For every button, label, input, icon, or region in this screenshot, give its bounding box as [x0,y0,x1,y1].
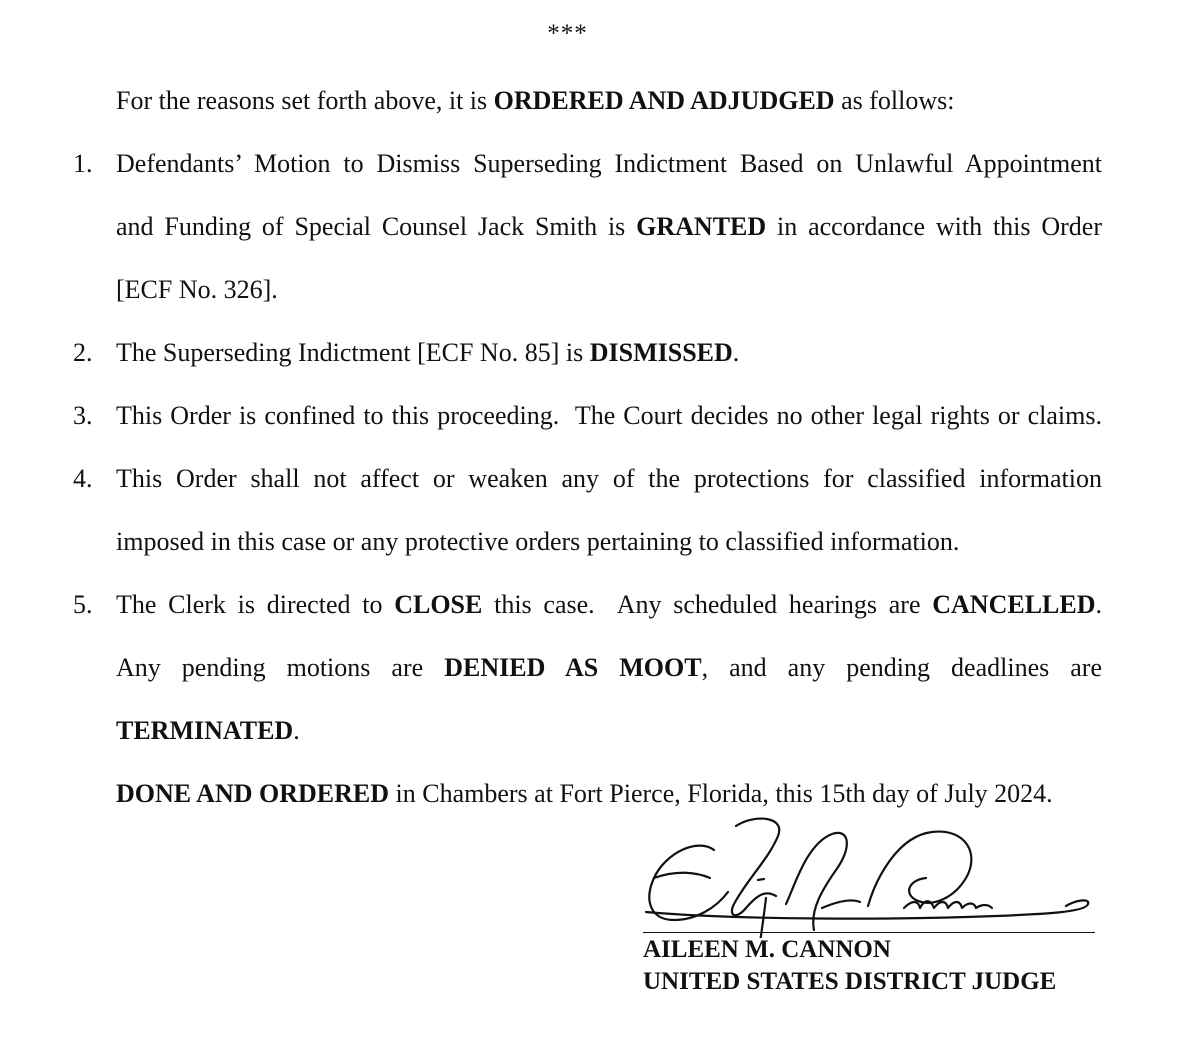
item-1-text: and Funding of Special Counsel Jack Smith is [116,212,637,241]
item-1-text-end: in accordance with this Order [766,212,1102,241]
item-3-number: 3. [73,401,93,430]
item-2-text: The Superseding Indictment [ECF No. 85] is [116,338,590,367]
item-3-line: This Order is confined to this proceeding. The Court decides no other legal rights or claims. [116,401,1102,430]
item-2-text-end: . [732,338,740,367]
item-1-bold: GRANTED [636,212,767,241]
item-5-text-e: . [1095,590,1102,619]
item-5-line-3 [116,716,1102,746]
intro-text-end: as follows: [834,86,955,115]
item-5-bold-denied: DENIED AS MOOT [444,653,702,682]
item-4-line-2: imposed in this case or any protective orders pertaining to classified information. [116,527,960,556]
handwritten-signature-icon [636,808,1106,938]
intro-bold: ORDERED AND ADJUDGED [493,86,835,115]
intro-text: For the reasons set forth above, it is [116,86,494,115]
item-1-line-2 [116,212,1102,242]
done-bold: DONE AND ORDERED [116,779,390,808]
section-separator: *** [547,20,588,47]
item-5-text-end: . [293,716,300,745]
item-4-number: 4. [73,464,93,493]
item-5-bold-close: CLOSE [394,590,483,619]
item-5-line-1 [116,590,1102,620]
judge-title: UNITED STATES DISTRICT JUDGE [643,968,1057,995]
signature-line [643,932,1095,933]
item-5-text-c: this case. Any scheduled hearings are [482,590,933,619]
done-text: in Chambers at Fort Pierce, Florida, this 15th day of July 2024. [389,779,1053,808]
item-1-line-1: Defendants’ Motion to Dismiss Superseding Indictment Based on Unlawful Appointment [116,149,1102,178]
item-5-text-g: , and any pending deadlines are [701,653,1103,682]
item-2-line [116,338,1102,368]
item-5-text-f: Any pending motions are [116,653,445,682]
item-2-bold: DISMISSED [589,338,733,367]
ordered-intro [116,86,1102,116]
item-5-bold-cancelled: CANCELLED [932,590,1096,619]
item-4-line-1: This Order shall not affect or weaken any of the protections for classified information [116,464,1102,493]
item-5-number: 5. [73,590,93,619]
item-1-number: 1. [73,149,93,178]
item-1-line-3: [ECF No. 326]. [116,275,278,304]
judge-name: AILEEN M. CANNON [643,936,891,963]
item-5-bold-terminated: TERMINATED [116,716,294,745]
done-and-ordered [116,779,1102,809]
item-5-line-2 [116,653,1102,683]
item-5-text-a: The Clerk is directed to [116,590,395,619]
item-2-number: 2. [73,338,93,367]
